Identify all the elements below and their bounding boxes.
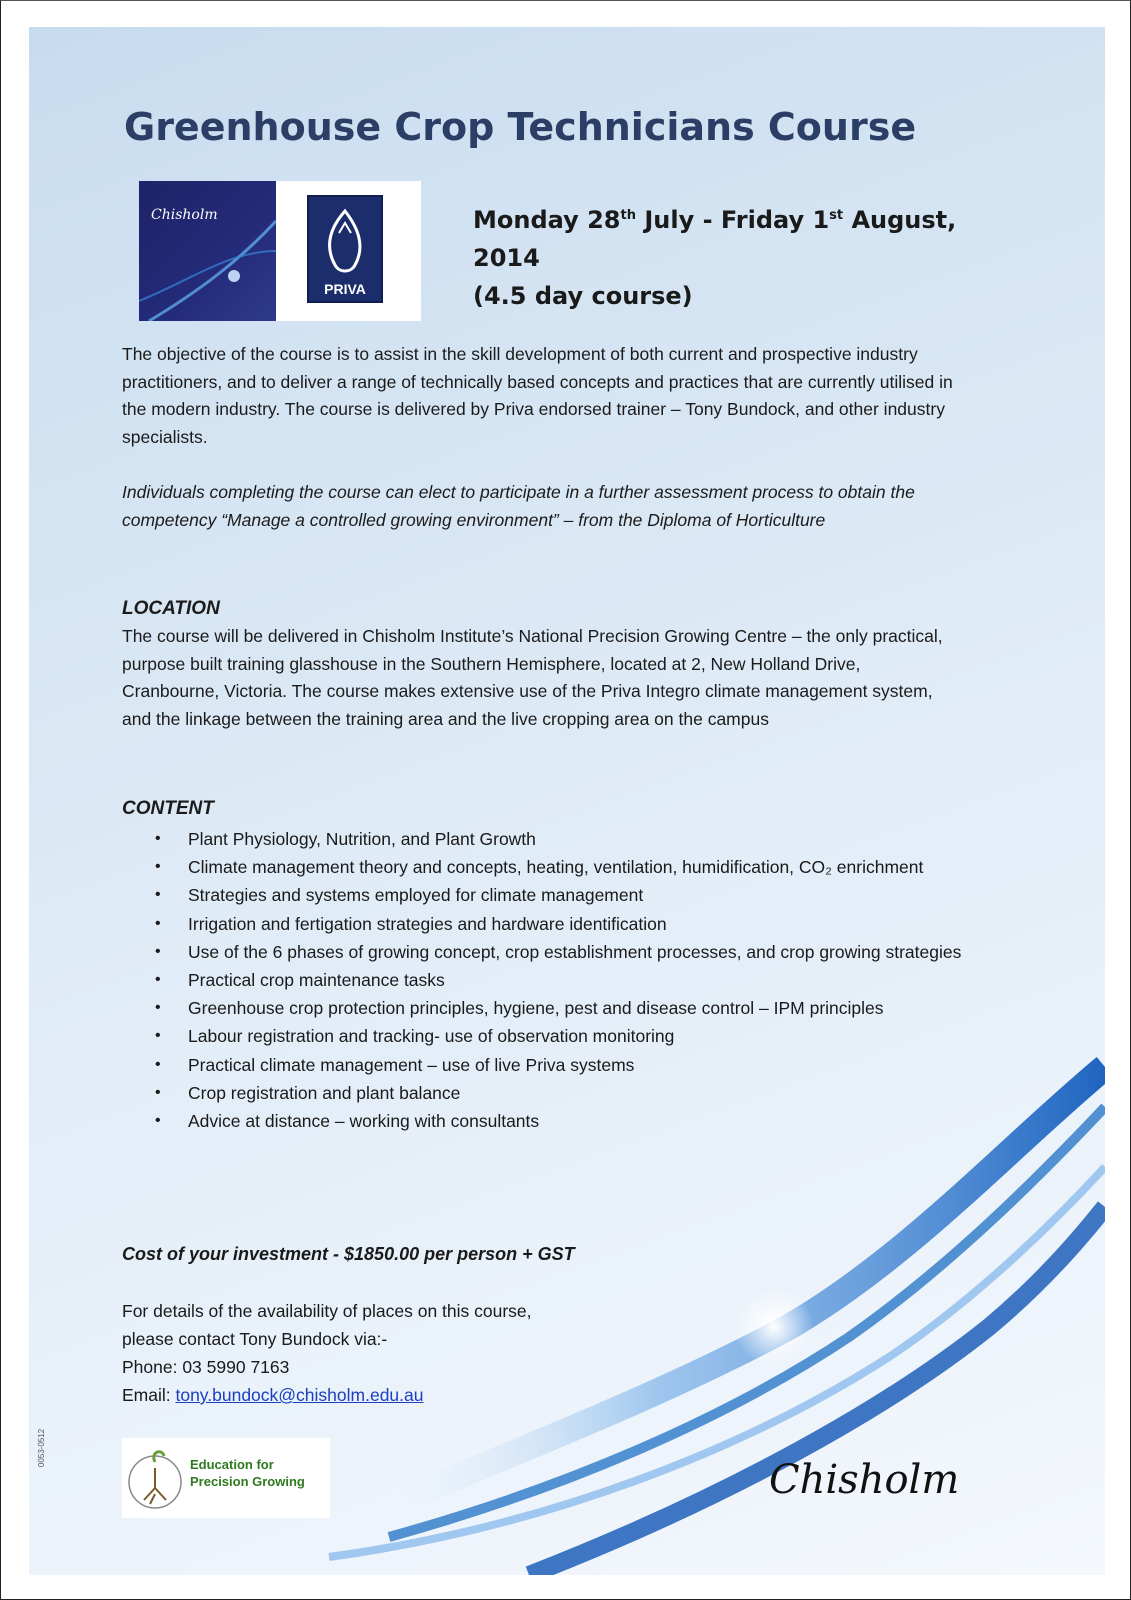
chisholm-logo-tile	[139, 181, 276, 321]
content-item: • Plant Physiology, Nutrition, and Plant Growth	[122, 825, 962, 853]
priva-flame-icon	[309, 203, 381, 283]
assessment-paragraph: Individuals completing the course can elect to participate in a further assessment process to obtain the competency “Manage a controlled growing environment” – from the Diploma of Horticulture	[122, 482, 915, 530]
location-heading: LOCATION	[122, 598, 220, 619]
email-link[interactable]: tony.bundock@chisholm.edu.au	[175, 1385, 424, 1405]
content-item: • Climate management theory and concepts, heating, ventilation, humidification, CO₂ enrichment	[122, 853, 962, 881]
content-item: • Advice at distance – working with consultants	[122, 1107, 962, 1135]
swirl-icon	[139, 181, 276, 321]
content-item: • Crop registration and plant balance	[122, 1079, 962, 1107]
flyer-sheet	[29, 27, 1105, 1575]
edu-line1: Education for	[190, 1457, 274, 1472]
content-list	[122, 825, 962, 1135]
course-year: 2014	[473, 244, 540, 272]
location-paragraph: The course will be delivered in Chisholm Institute’s National Precision Growing Centre – the only practical, purpose built training glasshouse in the Southern Hemisphere, located at 2, New Holland Drive, Cranbourne, Victoria. The course makes extensive use of the Priva Integro climate management system, and the linkage between the training area and the live cropping area on the campus	[122, 626, 943, 729]
chisholm-logo-text: Chisholm	[151, 207, 218, 223]
priva-logo-text: PRIVA	[324, 281, 366, 297]
page-title: Greenhouse Crop Technicians Course	[124, 105, 917, 149]
content-item: • Strategies and systems employed for climate management	[122, 881, 962, 909]
content-item: • Labour registration and tracking- use of observation monitoring	[122, 1022, 962, 1050]
plant-icon	[122, 1438, 188, 1518]
priva-logo	[307, 195, 383, 303]
chisholm-signature-logo: Chisholm	[769, 1457, 960, 1503]
content-item: • Practical crop maintenance tasks	[122, 966, 962, 994]
course-duration: (4.5 day course)	[473, 282, 693, 310]
content-item: • Practical climate management – use of live Priva systems	[122, 1051, 962, 1079]
course-dates: Monday 28th July - Friday 1st August, 2014 (4.5 day course)	[473, 197, 956, 315]
partner-logos	[139, 181, 421, 321]
content-heading: CONTENT	[122, 798, 214, 819]
edu-line2: Precision Growing	[190, 1474, 305, 1489]
content-item: • Use of the 6 phases of growing concept, crop establishment processes, and crop growing strategies	[122, 938, 962, 966]
education-logo	[122, 1438, 330, 1518]
contact-block: For details of the availability of places on this course, please contact Tony Bundock via:- Phone: 03 5990 7163 Email: tony.bundock@chisholm.edu.au	[122, 1301, 532, 1405]
phone: Phone: 03 5990 7163	[122, 1357, 290, 1377]
content-item: • Greenhouse crop protection principles, hygiene, pest and disease control – IPM principles	[122, 994, 962, 1022]
cost-line: Cost of your investment - $1850.00 per person + GST	[122, 1244, 575, 1264]
document-code: 0053-0512	[37, 1428, 46, 1467]
intro-paragraph: The objective of the course is to assist in the skill development of both current and prospective industry practitioners, and to deliver a range of technically based concepts and practices that are currently utilised in the modern industry. The course is delivered by Priva endorsed trainer – Tony Bundock, and other industry specialists.	[122, 344, 953, 447]
content-item: • Irrigation and fertigation strategies and hardware identification	[122, 910, 962, 938]
